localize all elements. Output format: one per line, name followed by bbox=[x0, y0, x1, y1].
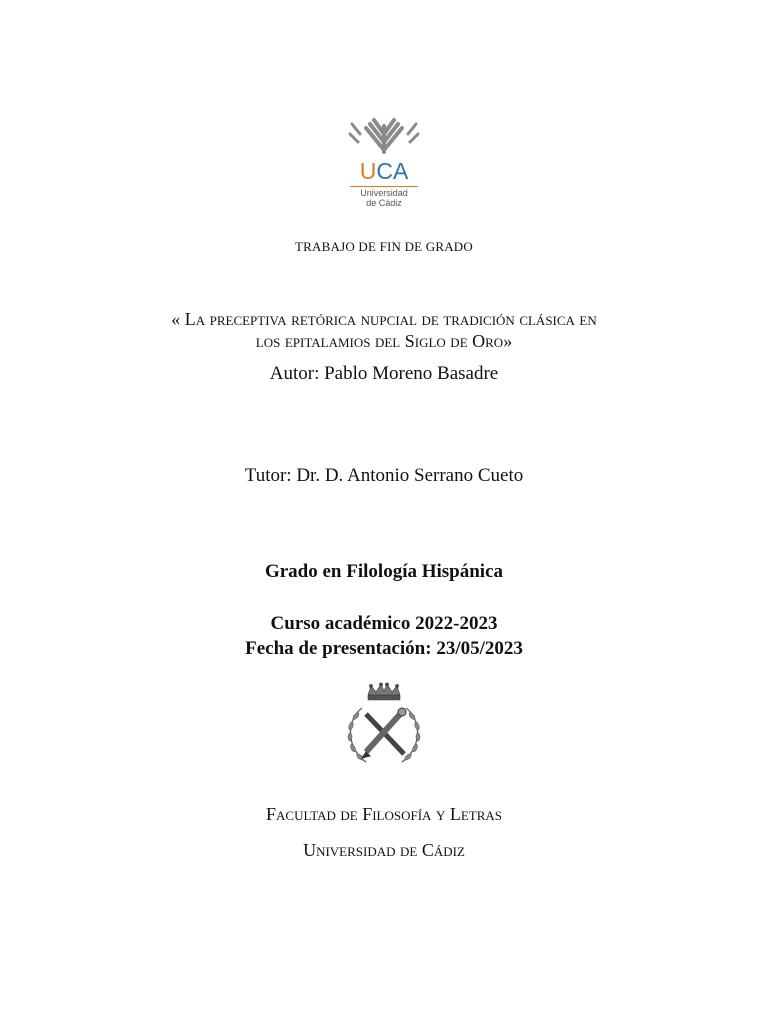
uca-wordmark-ca: CA bbox=[376, 158, 409, 184]
document-type: TRABAJO DE FIN DE GRADO bbox=[295, 239, 473, 254]
faculty-name: Facultad de Filosofía y Letras bbox=[266, 804, 502, 824]
thesis-title-line2: los epitalamios del Siglo de Oro» bbox=[255, 331, 513, 351]
faculty-crest-icon bbox=[338, 682, 430, 770]
uca-wordmark-u: U bbox=[359, 158, 377, 184]
university-name: Universidad de Cádiz bbox=[303, 840, 465, 860]
logo-divider bbox=[350, 186, 418, 187]
degree: Grado en Filología Hispánica bbox=[264, 561, 504, 582]
logo-subtitle-line2: de Cádiz bbox=[366, 198, 402, 208]
uca-logo bbox=[346, 116, 422, 212]
submission-date: Fecha de presentación: 23/05/2023 bbox=[245, 638, 523, 659]
tutor: Tutor: Dr. D. Antonio Serrano Cueto bbox=[244, 465, 524, 486]
uca-wheat-emblem-icon bbox=[346, 116, 422, 158]
thesis-title-line1: « La preceptiva retórica nupcial de tradición clásica en bbox=[171, 309, 597, 329]
author: Autor: Pablo Moreno Basadre bbox=[269, 363, 499, 384]
logo-subtitle-line1: Universidad bbox=[360, 188, 408, 198]
uca-wordmark bbox=[346, 158, 422, 184]
academic-year: Curso académico 2022-2023 bbox=[270, 613, 498, 634]
